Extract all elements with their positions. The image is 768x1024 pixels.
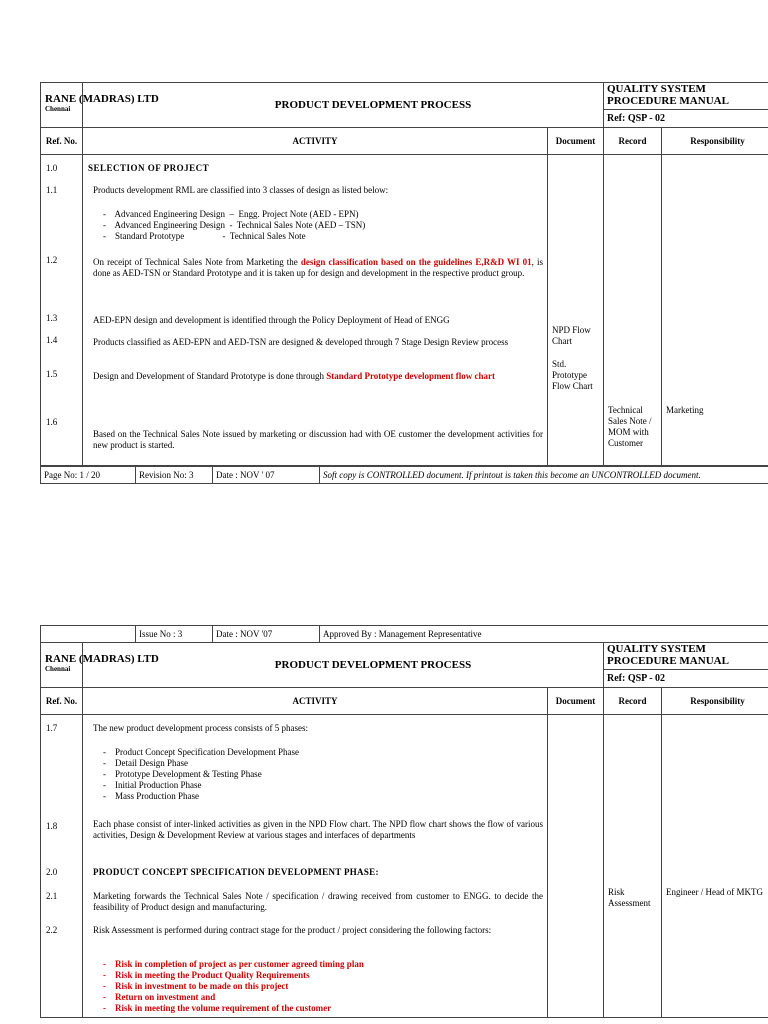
- document-entry: NPD Flow Chart: [552, 325, 591, 346]
- document-col: [548, 155, 604, 466]
- class-list: [103, 209, 543, 242]
- activity-col: [83, 155, 548, 466]
- activity-text: The new product development process consists of 5 phases:: [93, 723, 308, 733]
- responsibility-col: [662, 155, 768, 466]
- footer-page: Page No: 1 / 20: [41, 467, 136, 484]
- list-item: - Advanced Engineering Design – Engg. Project Note (AED - EPN): [103, 209, 359, 219]
- footer-note: Soft copy is CONTROLLED document. If printout is taken this become an UNCONTROLLED document.: [320, 467, 768, 484]
- footer-revision: Revision No: 3: [136, 467, 213, 484]
- issue-blank: [41, 626, 136, 643]
- page-1-footer: [40, 466, 768, 484]
- ref-number: 1.0: [46, 163, 58, 173]
- company-city: Chennai: [45, 665, 71, 673]
- responsibility-col: [662, 715, 768, 1018]
- responsibility-entry: Marketing: [666, 405, 704, 415]
- issue-no: Issue No : 3: [136, 626, 213, 643]
- document-col: [548, 715, 604, 1018]
- doc-title-text: PRODUCT DEVELOPMENT PROCESS: [274, 99, 472, 111]
- record-col: [604, 155, 662, 466]
- ref-number: 2.2: [46, 925, 58, 935]
- record-entry: Technical Sales Note / MOM with Customer: [608, 405, 652, 448]
- col-activity: ACTIVITY: [83, 688, 548, 715]
- ref-number: 1.4: [46, 335, 58, 345]
- ref-number: 2.0: [46, 867, 58, 877]
- list-item: - Risk in meeting the Product Quality Requirements: [103, 970, 310, 980]
- company-cell: [41, 83, 159, 128]
- responsibility-entry: Engineer / Head of MKTG: [666, 887, 763, 897]
- doc-title-text: PRODUCT DEVELOPMENT PROCESS: [274, 659, 472, 671]
- activity-col: [83, 715, 548, 1018]
- activity-text: Based on the Technical Sales Note issued by marketing or discussion had with OE customer the development activities for new product is started.: [93, 429, 543, 450]
- company-cell: [41, 643, 159, 688]
- list-item: - Initial Production Phase: [103, 780, 202, 790]
- phase-list: [103, 747, 543, 802]
- col-document: Document: [548, 128, 604, 155]
- col-responsibility: Responsibility: [662, 688, 768, 715]
- list-item: - Prototype Development & Testing Phase: [103, 769, 262, 779]
- manual-ref: Ref: QSP - 02: [604, 670, 768, 688]
- section-heading: SELECTION OF PROJECT: [88, 163, 210, 173]
- doc-title: [83, 83, 604, 128]
- ref-col: [41, 715, 83, 1018]
- list-item: - Risk in completion of project as per customer agreed timing plan: [103, 959, 364, 969]
- text-run: Design and Development of Standard Prototype is done through: [93, 371, 327, 381]
- ref-number: 1.1: [46, 185, 58, 195]
- list-item: - Risk in investment to be made on this project: [103, 981, 289, 991]
- manual-title: QUALITY SYSTEM PROCEDURE MANUAL: [604, 643, 768, 670]
- ref-number: 1.6: [46, 417, 58, 427]
- list-item: - Standard Prototype - Technical Sales Note: [103, 231, 306, 241]
- page-1-table: [40, 82, 768, 466]
- col-document: Document: [548, 688, 604, 715]
- page-1: [40, 82, 768, 484]
- risk-list: [103, 959, 543, 1014]
- document-entry: Std. Prototype Flow Chart: [552, 359, 593, 391]
- activity-text: Risk Assessment is performed during contract stage for the product / project considering the following factors:: [93, 925, 492, 935]
- page-2: [40, 625, 768, 1018]
- company-city: Chennai: [45, 105, 71, 113]
- activity-text: [93, 371, 543, 382]
- list-item: - Mass Production Phase: [103, 791, 199, 801]
- section-heading: PRODUCT CONCEPT SPECIFICATION DEVELOPMENT PHASE:: [93, 867, 379, 877]
- manual-ref: Ref: QSP - 02: [604, 110, 768, 128]
- company-name: RANE (MADRAS) LTD: [45, 93, 159, 105]
- ref-number: 2.1: [46, 891, 58, 901]
- highlight-link: design classification based on the guidelines E,R&D WI 01: [300, 257, 532, 267]
- footer-date: Date : NOV ' 07: [213, 467, 320, 484]
- activity-text: Products development RML are classified into 3 classes of design as listed below:: [93, 185, 389, 195]
- issue-approved: Approved By : Management Representative: [320, 626, 768, 643]
- list-item: - Return on investment and: [103, 992, 216, 1002]
- col-activity: ACTIVITY: [83, 128, 548, 155]
- list-item: - Product Concept Specification Development Phase: [103, 747, 299, 757]
- activity-text: Each phase consist of inter-linked activities as given in the NPD Flow chart. The NPD flow chart shows the flow of various activities, Design & Development Review at various stages and interfaces of departments: [93, 819, 543, 840]
- highlight-link: Standard Prototype development flow chart: [326, 371, 496, 381]
- company-name: RANE (MADRAS) LTD: [45, 653, 159, 665]
- issue-bar: [40, 625, 768, 643]
- ref-number: 1.3: [46, 313, 58, 323]
- text-run: , is done as AED-TSN or Standard Prototype and it is taken up for design and development in the respective product group.: [93, 257, 543, 278]
- col-responsibility: Responsibility: [662, 128, 768, 155]
- page-2-table: [40, 642, 768, 1018]
- activity-text: AED-EPN design and development is identified through the Policy Deployment of Head of ENGG: [93, 315, 450, 325]
- doc-title: [83, 643, 604, 688]
- manual-title: QUALITY SYSTEM PROCEDURE MANUAL: [604, 83, 768, 110]
- activity-text: Products classified as AED-EPN and AED-TSN are designed & developed through 7 Stage Design Review process: [93, 337, 509, 347]
- list-item: - Detail Design Phase: [103, 758, 188, 768]
- ref-number: 1.7: [46, 723, 58, 733]
- activity-text: [93, 257, 543, 279]
- col-record: Record: [604, 128, 662, 155]
- issue-date: Date : NOV '07: [213, 626, 320, 643]
- col-ref: Ref. No.: [41, 128, 83, 155]
- record-col: [604, 715, 662, 1018]
- ref-col: [41, 155, 83, 466]
- col-record: Record: [604, 688, 662, 715]
- col-ref: Ref. No.: [41, 688, 83, 715]
- ref-number: 1.5: [46, 369, 58, 379]
- ref-number: 1.2: [46, 255, 58, 265]
- list-item: - Advanced Engineering Design - Technical Sales Note (AED – TSN): [103, 220, 366, 230]
- ref-number: 1.8: [46, 821, 58, 831]
- list-item: - Risk in meeting the volume requirement of the customer: [103, 1003, 332, 1013]
- activity-text: Marketing forwards the Technical Sales Note / specification / drawing received from customer to ENGG. to decide the feasibility of Product design and manufacturing.: [93, 891, 543, 912]
- text-run: On receipt of Technical Sales Note from Marketing the: [93, 257, 301, 267]
- record-entry: Risk Assessment: [608, 887, 651, 908]
